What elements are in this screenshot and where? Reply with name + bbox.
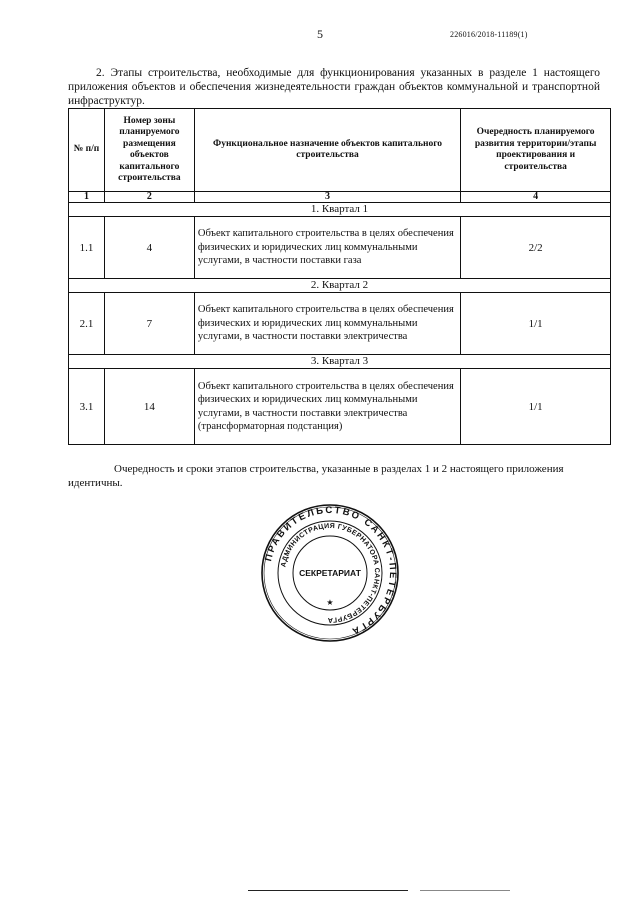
page-number: 5	[317, 27, 323, 41]
row-stage: 1/1	[461, 293, 611, 355]
row-number: 1.1	[69, 217, 105, 279]
header-cell-purpose: Функциональное назначение объектов капитального строительства	[194, 109, 460, 192]
column-number: 4	[461, 192, 611, 203]
intro-paragraph: 2. Этапы строительства, необходимые для функционирования указанных в разделе 1 настоящего приложения объектов и обеспечения жизнедеятельности граждан объектов коммунальной и транспортной инфраструктур.	[68, 67, 600, 107]
stamp-center-text: СЕКРЕТАРИАТ	[299, 568, 361, 578]
document-id: 226016/2018-11189(1)	[450, 30, 528, 39]
section-title: 2. Квартал 2	[69, 279, 611, 293]
table-row	[69, 217, 611, 279]
stamp-star-icon: ★	[326, 598, 334, 607]
section-row	[69, 355, 611, 369]
closing-paragraph: Очередность и сроки этапов строительства, указанные в разделах 1 и 2 настоящего приложения идентичны.	[68, 463, 564, 489]
header-cell-stage: Очередность планируемого развития территории/этапы проектирования и строительства	[461, 109, 611, 192]
section-title: 1. Квартал 1	[69, 203, 611, 217]
column-number: 3	[194, 192, 460, 203]
section-row	[69, 279, 611, 293]
row-zone: 4	[104, 217, 194, 279]
row-stage: 2/2	[461, 217, 611, 279]
section-row	[69, 203, 611, 217]
header-cell-number: № п/п	[69, 109, 105, 192]
stamp-outer-text: ПРАВИТЕЛЬСТВО САНКТ-ПЕТЕРБУРГА	[263, 504, 399, 638]
bottom-rule	[248, 890, 408, 891]
official-seal-stamp	[260, 503, 400, 643]
stamp-inner-text: АДМИНИСТРАЦИЯ ГУБЕРНАТОРА САНКТ-ПЕТЕРБУРГА	[280, 522, 381, 624]
construction-stages-table	[68, 108, 611, 445]
table-row	[69, 293, 611, 355]
row-description: Объект капитального строительства в целях обеспечения физических и юридических лиц коммунальными услугами, в частности поставки электричества (трансформаторная подстанция)	[194, 369, 460, 445]
row-stage: 1/1	[461, 369, 611, 445]
row-number: 2.1	[69, 293, 105, 355]
column-number-row	[69, 192, 611, 203]
row-number: 3.1	[69, 369, 105, 445]
row-description: Объект капитального строительства в целях обеспечения физических и юридических лиц коммунальными услугами, в частности поставки газа	[194, 217, 460, 279]
header-cell-zone: Номер зоны планируемого размещения объектов капитального строительства	[104, 109, 194, 192]
row-zone: 7	[104, 293, 194, 355]
row-zone: 14	[104, 369, 194, 445]
row-description: Объект капитального строительства в целях обеспечения физических и юридических лиц коммунальными услугами, в частности поставки электричества	[194, 293, 460, 355]
table-header-row	[69, 109, 611, 192]
column-number: 1	[69, 192, 105, 203]
column-number: 2	[104, 192, 194, 203]
section-title: 3. Квартал 3	[69, 355, 611, 369]
table-row	[69, 369, 611, 445]
bottom-rule-faint	[420, 890, 510, 891]
